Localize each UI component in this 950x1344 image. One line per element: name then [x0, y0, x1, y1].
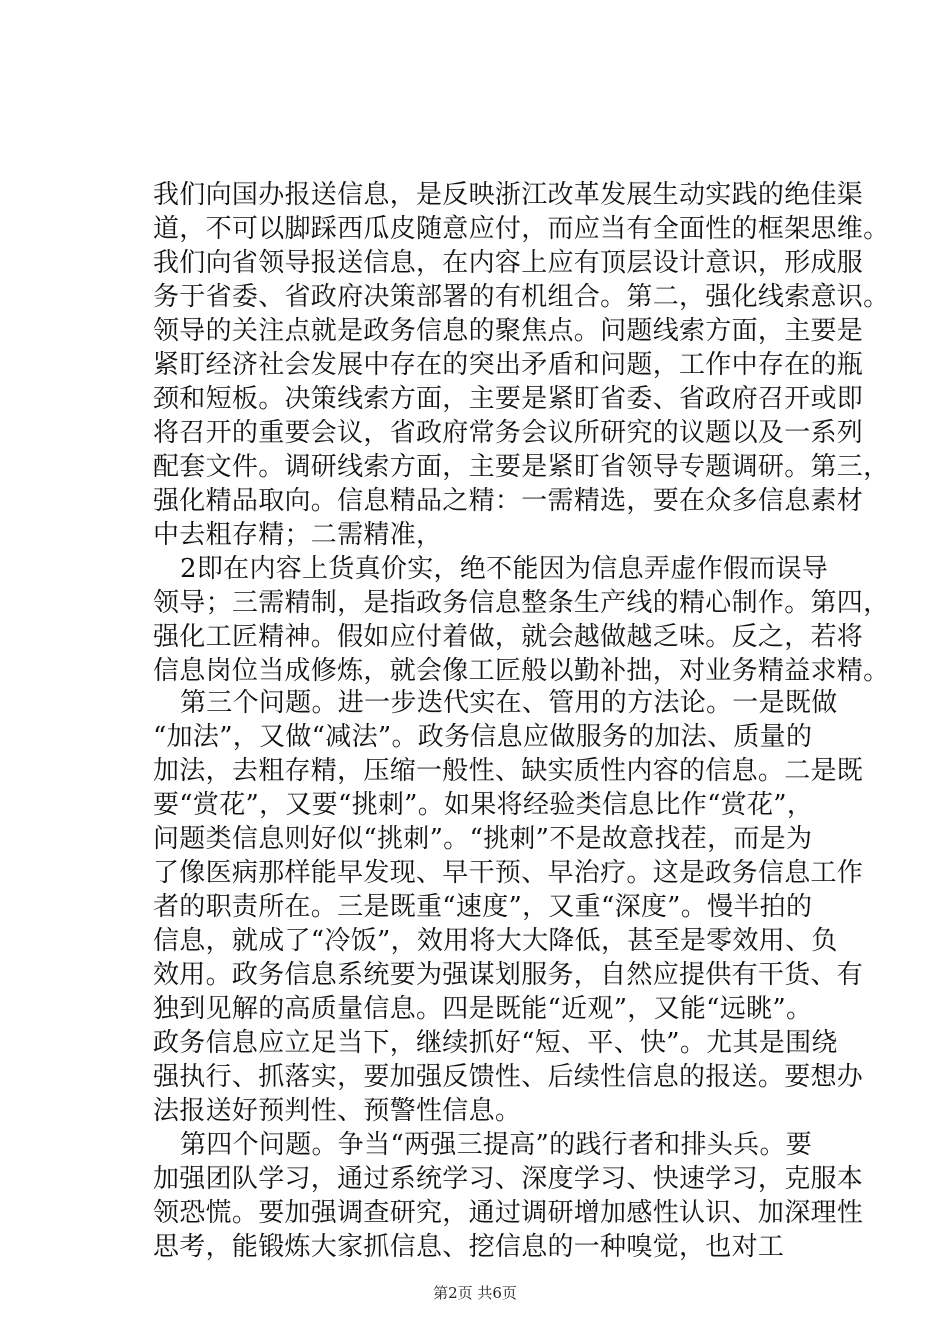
text-line: 思考，能锻炼大家抓信息、挖信息的一种嗅觉，也对工	[153, 1232, 785, 1262]
text-line: 我们向省领导报送信息，在内容上应有顶层设计意识，形成服	[153, 248, 864, 278]
text-line: 强执行、抓落实，要加强反馈性、后续性信息的报送。要想办	[153, 1062, 864, 1092]
text-line: 我们向国办报送信息，是反映浙江改革发展生动实践的绝佳渠	[153, 180, 864, 210]
text-line: 问题类信息则好似“挑刺”。“挑刺”不是故意找茬，而是为	[153, 824, 813, 854]
text-line: 法报送好预判性、预警性信息。	[153, 1096, 522, 1126]
text-line: 领导；三需精制，是指政务信息整条生产线的精心制作。第四，	[153, 588, 890, 618]
text-line: 将召开的重要会议，省政府常务会议所研究的议题以及一系列	[153, 418, 864, 448]
text-line: 中去粗存精；二需精准，	[153, 520, 443, 550]
text-line: 道，不可以脚踩西瓜皮随意应付，而应当有全面性的框架思维。	[153, 214, 890, 244]
text-line: “加法”，又做“减法”。政务信息应做服务的加法、质量的	[153, 722, 813, 752]
text-line: 要“赏花”，又要“挑刺”。如果将经验类信息比作“赏花”，	[153, 790, 814, 820]
text-line: 领恐慌。要加强调查研究，通过调研增加感性认识、加深理性	[153, 1198, 864, 1228]
text-line: 强化精品取向。信息精品之精：一需精选，要在众多信息素材	[153, 486, 864, 516]
text-line: 政务信息应立足当下，继续抓好“短、平、快”。尤其是围绕	[153, 1028, 838, 1058]
page-footer: 第2页 共6页	[433, 1284, 517, 1302]
text-line: 领导的关注点就是政务信息的聚焦点。问题线索方面，主要是	[153, 316, 864, 346]
text-line: 颈和短板。决策线索方面，主要是紧盯省委、省政府召开或即	[153, 384, 864, 414]
text-line: 加法，去粗存精，压缩一般性、缺实质性内容的信息。二是既	[153, 756, 864, 786]
text-line: 加强团队学习，通过系统学习、深度学习、快速学习，克服本	[153, 1164, 864, 1194]
text-line: 了像医病那样能早发现、早干预、早治疗。这是政务信息工作	[153, 858, 864, 888]
text-line: 第三个问题。进一步迭代实在、管用的方法论。一是既做	[180, 688, 838, 718]
text-line: 强化工匠精神。假如应付着做，就会越做越乏味。反之，若将	[153, 622, 864, 652]
text-line: 独到见解的高质量信息。四是既能“近观”，又能“远眺”。	[153, 994, 813, 1024]
text-line: 信息，就成了“冷饭”，效用将大大降低，甚至是零效用、负	[153, 926, 838, 956]
text-line: 务于省委、省政府决策部署的有机组合。第二，强化线索意识。	[153, 282, 890, 312]
text-line: 第四个问题。争当“两强三提高”的践行者和排头兵。要	[180, 1130, 813, 1160]
text-line: 效用。政务信息系统要为强谋划服务，自然应提供有干货、有	[153, 960, 864, 990]
text-line: 者的职责所在。三是既重“速度”，又重“深度”。慢半拍的	[153, 892, 813, 922]
text-line: 信息岗位当成修炼，就会像工匠般以勤补拙，对业务精益求精。	[153, 656, 890, 686]
text-line: 2即在内容上货真价实，绝不能因为信息弄虚作假而误导	[180, 554, 829, 584]
text-line: 紧盯经济社会发展中存在的突出矛盾和问题，工作中存在的瓶	[153, 350, 864, 380]
text-line: 配套文件。调研线索方面，主要是紧盯省领导专题调研。第三，	[153, 452, 890, 482]
